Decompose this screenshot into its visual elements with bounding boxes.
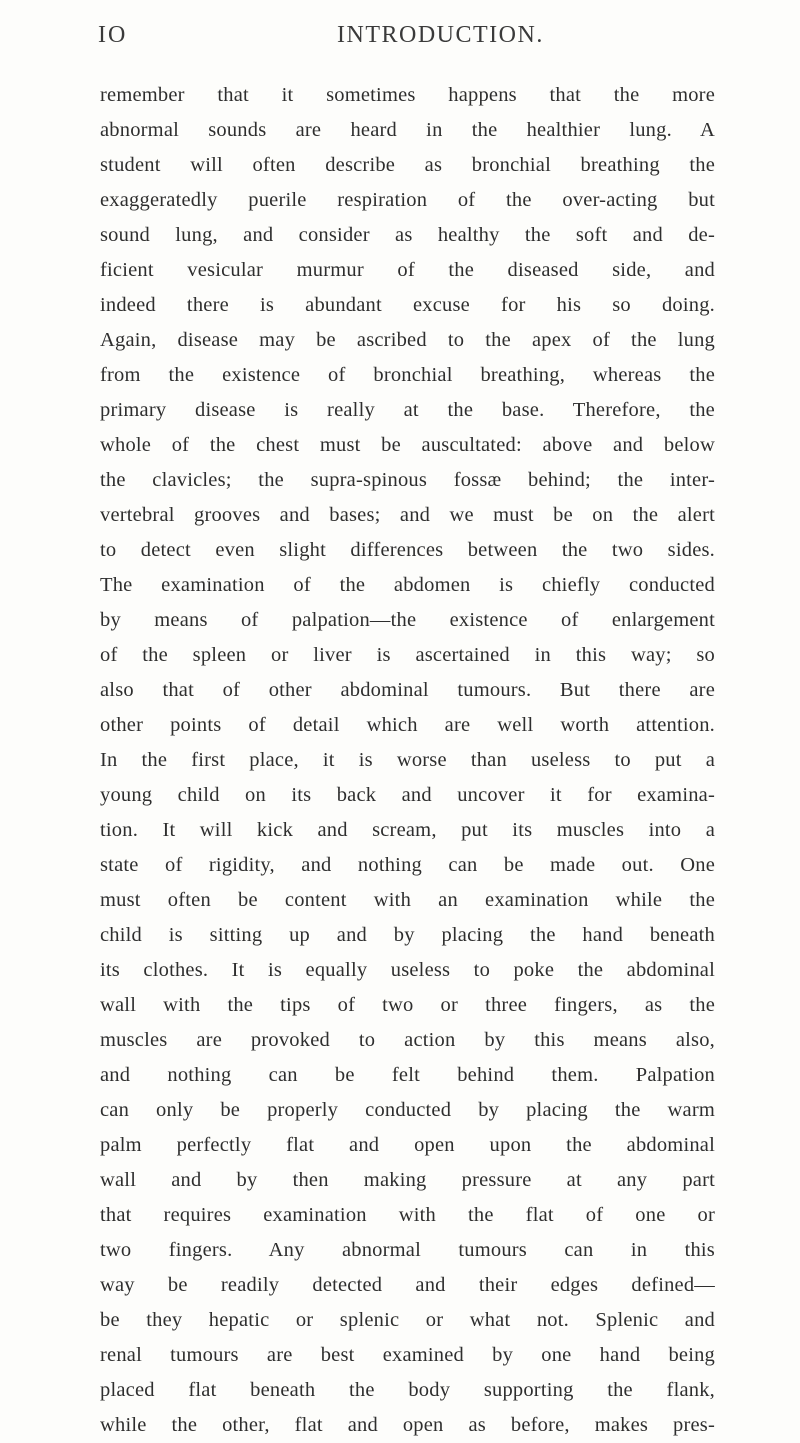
text-line: whole of the chest must be auscultated: above and below (100, 434, 715, 456)
running-head: INTRODUCTION. (337, 22, 544, 48)
text-line: can only be properly conducted by placing the warm (100, 1099, 715, 1121)
text-line: wall and by then making pressure at any part (100, 1169, 715, 1191)
text-line: palm perfectly flat and open upon the abdominal (100, 1134, 715, 1156)
text-line: muscles are provoked to action by this means also, (100, 1029, 715, 1051)
text-line: placed flat beneath the body supporting the flank, (100, 1379, 715, 1401)
text-line: sound lung, and consider as healthy the soft and de- (100, 224, 715, 246)
text-line: state of rigidity, and nothing can be made out. One (100, 854, 715, 876)
text-line: its clothes. It is equally useless to poke the abdominal (100, 959, 715, 981)
text-line: ficient vesicular murmur of the diseased side, and (100, 259, 715, 281)
text-line: indeed there is abundant excuse for his so doing. (100, 294, 715, 316)
text-line: must often be content with an examination while the (100, 889, 715, 911)
text-line: tion. It will kick and scream, put its muscles into a (100, 819, 715, 841)
text-line: the clavicles; the supra-spinous fossæ behind; the inter- (100, 469, 715, 491)
text-line: vertebral grooves and bases; and we must be on the alert (100, 504, 715, 526)
page-header (0, 14, 800, 54)
text-line: young child on its back and uncover it for examina- (100, 784, 715, 806)
text-line: exaggeratedly puerile respiration of the over-acting but (100, 189, 715, 211)
text-line: child is sitting up and by placing the hand beneath (100, 924, 715, 946)
text-line: be they hepatic or splenic or what not. Splenic and (100, 1309, 715, 1331)
text-line: and nothing can be felt behind them. Palpation (100, 1064, 715, 1086)
text-line: two fingers. Any abnormal tumours can in this (100, 1239, 715, 1261)
text-line: other points of detail which are well worth attention. (100, 714, 715, 736)
text-line: abnormal sounds are heard in the healthier lung. A (100, 119, 715, 141)
text-line: also that of other abdominal tumours. But there are (100, 679, 715, 701)
text-line: of the spleen or liver is ascertained in this way; so (100, 644, 715, 666)
text-line: renal tumours are best examined by one hand being (100, 1344, 715, 1366)
text-line: The examination of the abdomen is chiefly conducted (100, 574, 715, 596)
text-line: remember that it sometimes happens that the more (100, 84, 715, 106)
text-line: to detect even slight differences between the two sides. (100, 539, 715, 561)
text-line: from the existence of bronchial breathing, whereas the (100, 364, 715, 386)
text-line: primary disease is really at the base. Therefore, the (100, 399, 715, 421)
text-line: way be readily detected and their edges defined— (100, 1274, 715, 1296)
text-line: In the first place, it is worse than useless to put a (100, 749, 715, 771)
text-line: while the other, flat and open as before, makes pres- (100, 1414, 715, 1436)
text-line: by means of palpation—the existence of enlargement (100, 609, 715, 631)
text-line: that requires examination with the flat of one or (100, 1204, 715, 1226)
text-line: student will often describe as bronchial breathing the (100, 154, 715, 176)
body-text (100, 78, 715, 1443)
text-line: Again, disease may be ascribed to the apex of the lung (100, 329, 715, 351)
text-line: wall with the tips of two or three fingers, as the (100, 994, 715, 1016)
page-number: IO (98, 22, 128, 48)
